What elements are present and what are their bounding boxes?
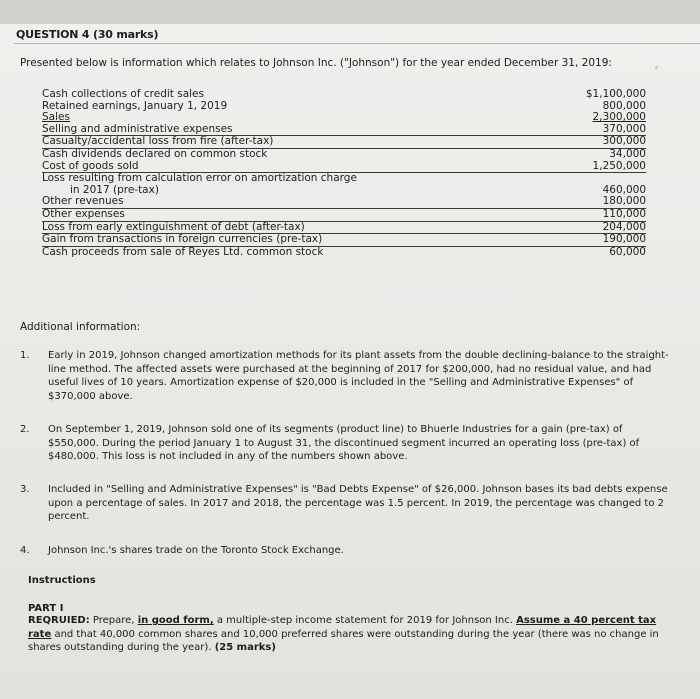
item-number: 2. (20, 424, 30, 435)
requirement-text (28, 614, 668, 655)
row-amount: 300,000 (546, 136, 646, 149)
row-amount (546, 173, 646, 185)
table-row (42, 136, 646, 149)
req-text-2: a multiple-step income statement for 2019 for Johnson Inc. (216, 615, 513, 626)
row-label: Cash proceeds from sale of Reyes Ltd. common stock (42, 245, 324, 258)
top-bar (0, 0, 700, 24)
row-amount: 204,000 (546, 221, 646, 234)
table-row (42, 173, 646, 185)
row-label: Cost of goods sold (42, 161, 546, 173)
row-label: Sales (42, 111, 70, 124)
req-label: REQRUIED: (28, 615, 90, 626)
req-tax-rate: Assume a 40 percent tax rate (28, 615, 657, 640)
row-amount: 110,000 (546, 208, 646, 221)
additional-info-heading: Additional information: (20, 321, 141, 333)
item-text: Included in "Selling and Administrative Expenses" is "Bad Debts Expense" of $26,000. Johnson bases its bad debts expense upon a percentage of sales. In 2017 and 2018, the percentage was 1.5 percent. In 2019, the percentage was changed to 2 percent. (48, 484, 668, 523)
row-amount: 1,250,000 (546, 161, 646, 173)
table-row (42, 148, 646, 160)
decorative-dot (655, 66, 658, 69)
row-amount: 190,000 (546, 234, 646, 247)
row-amount: 370,000 (546, 124, 646, 136)
row-amount: 180,000 (546, 196, 646, 208)
req-good-form: in good form, (137, 615, 214, 626)
row-label: Cash collections of credit sales (42, 88, 204, 100)
table-row (42, 234, 646, 247)
table-row (42, 221, 646, 234)
question-title: QUESTION 4 (30 marks) (16, 28, 159, 41)
part-heading: PART I (28, 603, 64, 614)
item-number: 1. (20, 350, 30, 361)
table-row (42, 161, 646, 173)
req-text-3: and that 40,000 common shares and 10,000 preferred shares were outstanding during the year (there was no change in shares outstanding during the year). (28, 628, 659, 654)
row-amount: 2,300,000 (592, 111, 646, 124)
row-label: in 2017 (pre-tax) (70, 183, 159, 196)
item-text: On September 1, 2019, Johnson sold one of its segments (product line) to Bhuerle Industries for a gain (pre-tax) of $550,000. During the period January 1 to August 31, the discontinued segment incurred an operating loss (pre-tax) of $480,000. This loss is not included in any of the numbers shown above. (48, 424, 640, 463)
req-text-1: Prepare, (92, 615, 135, 626)
row-label: Other revenues (42, 196, 546, 208)
row-label: Selling and administrative expenses (42, 124, 546, 136)
table-row (42, 246, 646, 258)
title-divider (14, 43, 700, 44)
row-label: Cash dividends declared on common stock (42, 147, 268, 160)
item-text: Johnson Inc.'s shares trade on the Toronto Stock Exchange. (48, 545, 344, 556)
item-number: 3. (20, 484, 30, 495)
table-row (42, 196, 646, 208)
table-row (42, 89, 646, 101)
row-amount: $1,100,000 (585, 88, 646, 100)
row-amount: 460,000 (602, 183, 646, 196)
item-number: 4. (20, 545, 30, 556)
table-row (42, 101, 646, 113)
table-row (42, 124, 646, 136)
row-amount: 800,000 (602, 99, 646, 112)
item-text: Early in 2019, Johnson changed amortization methods for its plant assets from the double declining-balance to the straight-line method. The affected assets were purchased at the beginning of 2017 for $200,000, had no residual value, and had useful lives of 10 years. Amortization expense of $20,000 is included in the "Selling and Administrative Expenses" of $370,000 above. (48, 350, 669, 402)
row-amount: 34,000 (609, 147, 646, 160)
financial-data-table (42, 89, 646, 258)
table-row (42, 208, 646, 221)
row-label: Loss resulting from calculation error on amortization charge (42, 172, 357, 185)
row-amount: 60,000 (609, 245, 646, 258)
instructions-heading: Instructions (28, 575, 96, 586)
row-label: Other expenses (42, 208, 546, 221)
row-label: Loss from early extinguishment of debt (after-tax) (42, 221, 546, 234)
table-row (42, 185, 646, 197)
row-label: Gain from transactions in foreign currencies (pre-tax) (42, 234, 546, 247)
row-label: Casualty/accidental loss from fire (after-tax) (42, 136, 546, 149)
req-marks: (25 marks) (214, 642, 276, 654)
question-intro: Presented below is information which relates to Johnson Inc. ("Johnson") for the year ended December 31, 2019: (20, 57, 612, 69)
row-label: Retained earnings, January 1, 2019 (42, 99, 228, 112)
